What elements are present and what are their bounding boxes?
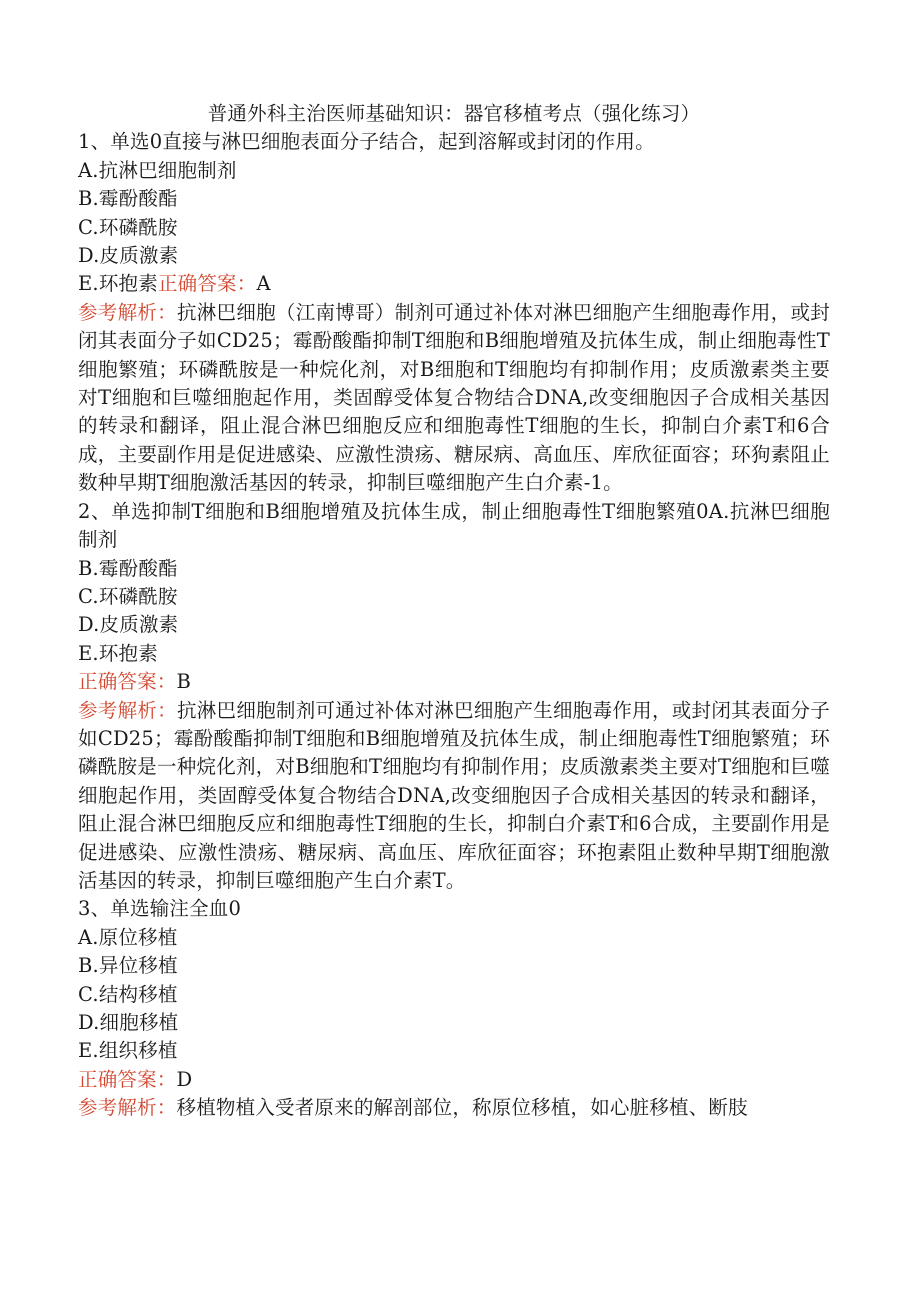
answer-label: 正确答案：	[157, 272, 257, 296]
option: C.结构移植	[78, 982, 178, 1006]
option: C.环磷酰胺	[78, 584, 178, 608]
analysis-text: 抗淋巴细胞（江南博哥）制剂可通过补体对淋巴细胞产生细胞毒作用，或封闭其表面分子如CD25；霉酚酸酯抑制T细胞和B细胞增殖及抗体生成，制止细胞毒性T细胞繁殖；环磷酰胺是一种烷化剂，对B细胞和T细胞均有抑制作用；皮质激素类主要对T细胞和巨噬细胞起作用，类固醇受体复合物结合DNA,改变细胞因子合成相关基因的转录和翻译，阻止混合淋巴细胞反应和细胞毒性T细胞的生长，抑制白介素T和6合成，主要副作用是促进感染、应激性溃疡、糖尿病、高血压、库欣征面容；环狗素阻止数种早期T细胞激活基因的转录，抑制巨噬细胞产生白介素-1。	[78, 300, 830, 495]
analysis-label: 参考解析：	[78, 1096, 177, 1120]
question-stem: 2、单选抑制T细胞和B细胞增殖及抗体生成，制止细胞毒性T细胞繁殖0A.抗淋巴细胞制剂	[78, 499, 830, 552]
answer-label: 正确答案：	[78, 670, 177, 694]
option: D.细胞移植	[78, 1011, 179, 1034]
analysis	[78, 1094, 830, 1122]
analysis-text: 抗淋巴细胞制剂可通过补体对淋巴细胞产生细胞毒作用，或封闭其表面分子如CD25；霉酚酸酯抑制T细胞和B细胞增殖及抗体生成，制止细胞毒性T细胞繁殖；环磷酰胺是一种烷化剂，对B细胞和T细胞均有抑制作用；皮质激素类主要对T细胞和巨噬细胞起作用，类固醇受体复合物结合DNA,改变细胞因子合成相关基因的转录和翻译，阻止混合淋巴细胞反应和细胞毒性T细胞的生长，抑制白介素T和6合成，主要副作用是促进感染、应激性溃疡、糖尿病、高血压、库欣征面容；环抱素阻止数种早期T细胞激活基因的转录，抑制巨噬细胞产生白介素T。	[78, 698, 830, 892]
analysis-text: 移植物植入受者原来的解剖部位，称原位移植，如心脏移植、断肢	[176, 1096, 748, 1120]
option: A.原位移植	[78, 925, 178, 949]
answer-line	[78, 1066, 830, 1094]
analysis	[78, 299, 830, 498]
question-1	[78, 128, 830, 497]
document-page	[78, 100, 830, 1123]
option: E.环抱素	[78, 272, 158, 296]
option: B.异位移植	[78, 954, 178, 978]
option: D.皮质激素	[78, 244, 179, 268]
question-stem: 1、单选0直接与淋巴细胞表面分子结合，起到溶解或封闭的作用。	[78, 130, 655, 154]
option: E.组织移植	[78, 1039, 178, 1063]
question-3	[78, 895, 830, 1122]
analysis-label: 参考解析：	[78, 300, 177, 324]
option: B.霉酚酸酯	[78, 187, 178, 211]
question-2	[78, 498, 830, 896]
option: D.皮质激素	[78, 613, 179, 637]
answer-value: A	[256, 272, 271, 296]
answer-label: 正确答案：	[78, 1067, 177, 1091]
analysis-label: 参考解析：	[78, 698, 177, 722]
analysis	[78, 697, 830, 896]
answer-line	[78, 668, 830, 696]
document-title: 普通外科主治医师基础知识：器官移植考点（强化练习）	[207, 102, 701, 125]
answer-value: B	[176, 670, 192, 694]
option: B.霉酚酸酯	[78, 556, 178, 580]
question-stem: 3、单选输注全血0	[78, 897, 242, 921]
option-with-answer	[78, 270, 830, 298]
option: C.环磷酰胺	[78, 215, 178, 239]
option: E.环抱素	[78, 641, 158, 665]
option: A.抗淋巴细胞制剂	[78, 158, 237, 182]
answer-value: D	[176, 1067, 193, 1091]
